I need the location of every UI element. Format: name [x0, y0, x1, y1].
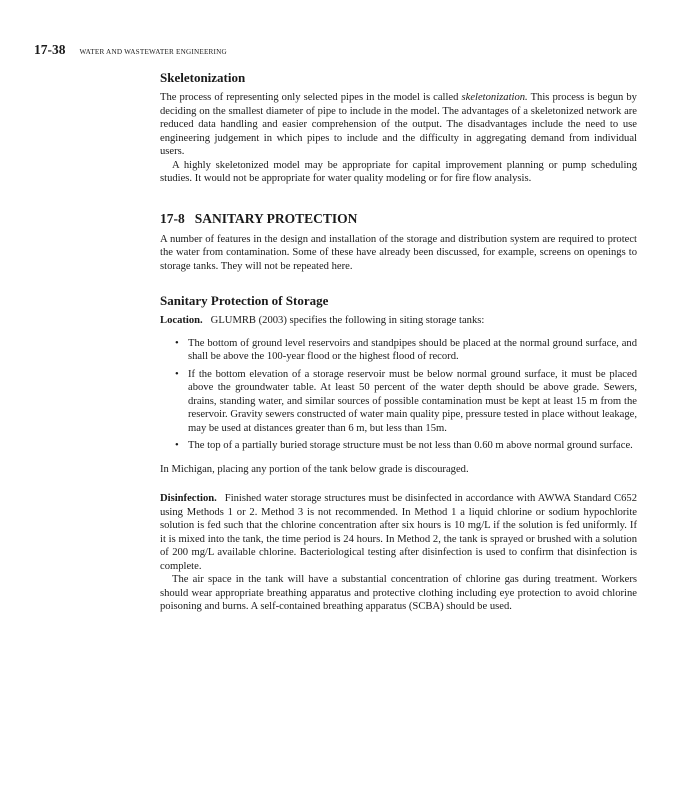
disinfection-paragraph-2: The air space in the tank will have a substantial concentration of chlorine gas during treatment. Workers should wear appropriate breathing apparatus and protective clothing including eye protection to avoid chlorine poisoning and burns. A self-contained breathing apparatus (SCBA) should be used.	[160, 574, 637, 612]
bullet-icon: •	[175, 368, 179, 380]
page-number: 17-38	[34, 42, 66, 57]
list-item	[160, 337, 637, 364]
list-item-text: The bottom of ground level reservoirs and standpipes should be placed at the normal ground surface, and shall be above the 100-year flood or the highest flood of record.	[188, 337, 637, 362]
michigan-note: In Michigan, placing any portion of the tank below grade is discouraged.	[160, 463, 469, 475]
storage-heading: Sanitary Protection of Storage	[160, 293, 329, 308]
disinfection-label: Disinfection.	[160, 493, 217, 504]
skeletonization-text-b: This process is begun by deciding on the smallest diameter of pipe to include in the model. The advantages of a skeletonized network are reduced data handling and easier comprehension of the output. The disadvantages include the need to use engineering judgement in which pipes to include and the difficulty in aggregating demand from individual users.	[160, 92, 637, 157]
list-item	[160, 439, 637, 453]
list-item-text: The top of a partially buried storage structure must be not less than 0.60 m above normal ground surface.	[188, 440, 633, 451]
list-item	[160, 368, 637, 436]
page-body	[160, 70, 637, 614]
bullet-icon: •	[175, 440, 179, 451]
location-label: Location.	[160, 315, 203, 326]
section-intro: A number of features in the design and installation of the storage and distribution system are required to protect the water from contamination. Some of these have already been discussed, for example, screens on openings to storage tanks. They will not be repeated here.	[160, 233, 637, 272]
skeletonization-paragraph-1	[160, 91, 637, 159]
section-title: SANITARY PROTECTION	[194, 210, 358, 226]
section-number: 17-8	[160, 210, 185, 226]
skeletonization-term: skeletonization.	[461, 92, 528, 103]
page-header	[34, 42, 227, 58]
location-paragraph	[160, 314, 637, 328]
siting-requirements-list	[160, 337, 637, 453]
skeletonization-heading: Skeletonization	[160, 70, 246, 85]
location-text: GLUMRB (2003) specifies the following in siting storage tanks:	[210, 315, 485, 326]
running-title: WATER AND WASTEWATER ENGINEERING	[79, 48, 227, 56]
bullet-icon: •	[175, 337, 179, 349]
disinfection-paragraph-1	[160, 492, 637, 573]
section-heading	[160, 211, 637, 227]
disinfection-text: Finished water storage structures must be disinfected in accordance with AWWA Standard C652 using Methods 1 or 2. Method 3 is not recommended. In Method 1 a liquid chlorine or sodium hypochlorite solution is fed such that the chlorine concentration after six hours is 10 mg/L if the solution is fed uniformly. If it is mixed into the tank, the time period is 24 hours. In Method 2, the tank is sprayed or brushed with a solution of 200 mg/L available chlorine. Bacteriological testing after disinfection is used to confirm that disinfection is complete.	[160, 493, 637, 572]
skeletonization-text-a: The process of representing only selected pipes in the model is called	[160, 92, 462, 103]
list-item-text: If the bottom elevation of a storage reservoir must be below normal ground surface, it must be placed above the groundwater table. At least 50 percent of the water depth should be above grade. Sewers, drains, standing water, and similar sources of possible contamination must be kept at least 15 m from the reservoir. Gravity sewers constructed of water main quality pipe, pressure tested in place without leakage, may be used at distances greater than 6 m, but less than 15m.	[188, 368, 637, 434]
skeletonization-paragraph-2: A highly skeletonized model may be appropriate for capital improvement planning or pump scheduling studies. It would not be appropriate for water quality modeling or for fire flow analysis.	[160, 159, 637, 184]
